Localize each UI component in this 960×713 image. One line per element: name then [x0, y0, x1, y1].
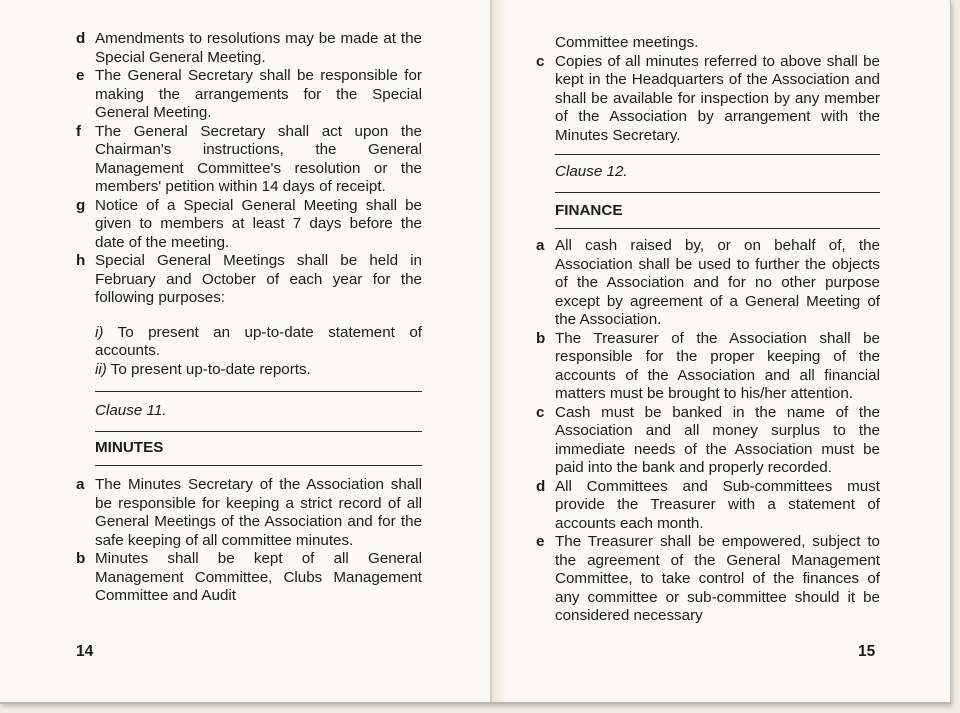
left-item-list — [76, 30, 422, 308]
clause-label: Clause 12. — [555, 163, 628, 180]
item-text: The Minutes Secretary of the Association shall be responsible for keeping a strict record of all General Meetings of the Association and for the safe keeping of all committee minutes. — [95, 476, 422, 549]
item-letter: b — [76, 550, 86, 567]
item-text: The Treasurer of the Association shall be responsible for the proper keeping of the accounts of the Association and all financial matters must be brought to his/her attention. — [555, 329, 880, 402]
item-text: Minutes shall be kept of all General Management Committee, Clubs Management Committee and Audit — [95, 550, 422, 604]
item-letter: g — [76, 196, 86, 214]
item-text: All Committees and Sub-committees must provide the Treasurer with a statement of accounts each month. — [555, 477, 880, 532]
item-letter: a — [76, 476, 85, 493]
list-item — [536, 53, 880, 146]
list-item — [76, 123, 422, 197]
item-text: The General Secretary shall act upon the Chairman's instructions, the General Management Committee's resolution or the members' petition within 14 days of receipt. — [95, 122, 422, 195]
sub-item — [95, 324, 422, 361]
sub-item-text: To present up-to-date reports. — [110, 360, 311, 378]
list-item — [76, 550, 422, 606]
item-letter: d — [536, 477, 546, 495]
item-text: All cash raised by, or on behalf of, the Association shall be used to further the objects of the Association and for no other purpose except by agreement of a General Meeting of the Association. — [555, 237, 880, 328]
item-letter: h — [76, 252, 86, 269]
right-page-text — [536, 34, 880, 626]
sub-item — [95, 361, 422, 380]
list-item — [76, 476, 422, 550]
list-item — [76, 67, 422, 123]
sub-item-text: To present an up-to-date statement of accounts. — [95, 323, 422, 359]
item-text: The Treasurer shall be empowered, subject to the agreement of the General Management Committee, to take control of the finances of any committee or sub-committee should it be considered necessary — [555, 533, 880, 624]
sub-item-number: i) — [95, 323, 104, 341]
item-text: The General Secretary shall be responsible for making the arrangements for the Special General Meeting. — [95, 67, 422, 121]
list-item — [76, 252, 422, 308]
list-item — [76, 30, 422, 67]
list-item — [536, 237, 880, 330]
item-text: Special General Meetings shall be held in February and October of each year for the following purposes: — [95, 252, 422, 306]
item-letter: e — [536, 533, 545, 550]
item-letter: c — [536, 52, 545, 70]
page-number: 15 — [858, 643, 876, 660]
item-letter: d — [76, 30, 86, 47]
list-item — [536, 330, 880, 404]
minutes-item-list — [76, 476, 422, 606]
item-letter: f — [76, 122, 82, 140]
item-text: Amendments to resolutions may be made at the Special General Meeting. — [95, 30, 422, 66]
left-page-text — [76, 30, 422, 606]
list-item — [536, 478, 880, 534]
left-subitem-list — [76, 324, 422, 380]
right-page — [492, 0, 950, 702]
item-letter: a — [536, 237, 545, 254]
item-letter: b — [536, 329, 546, 347]
item-letter: c — [536, 403, 545, 421]
right-item-list — [536, 53, 880, 146]
section-heading: FINANCE — [555, 201, 623, 219]
list-item — [76, 197, 422, 253]
continuation-text: Committee meetings. — [555, 34, 699, 51]
clause-label: Clause 11. — [95, 402, 167, 419]
item-letter: e — [76, 67, 85, 84]
list-item — [536, 533, 880, 626]
sub-item-number: ii) — [95, 360, 107, 378]
section-heading: MINUTES — [95, 438, 164, 456]
page-number: 14 — [76, 643, 94, 660]
finance-item-list — [536, 237, 880, 626]
list-item — [536, 404, 880, 478]
item-text: Notice of a Special General Meeting shall be given to members at least 7 days before the date of the meeting. — [95, 196, 422, 251]
item-text: Cash must be banked in the name of the Association and all money surplus to the immediate needs of the Association must be paid into the bank and properly recorded. — [555, 403, 880, 476]
item-text: Copies of all minutes referred to above shall be kept in the Headquarters of the Association and shall be available for inspection by any member of the Association by arrangement with the Minutes Secretary. — [555, 52, 880, 144]
